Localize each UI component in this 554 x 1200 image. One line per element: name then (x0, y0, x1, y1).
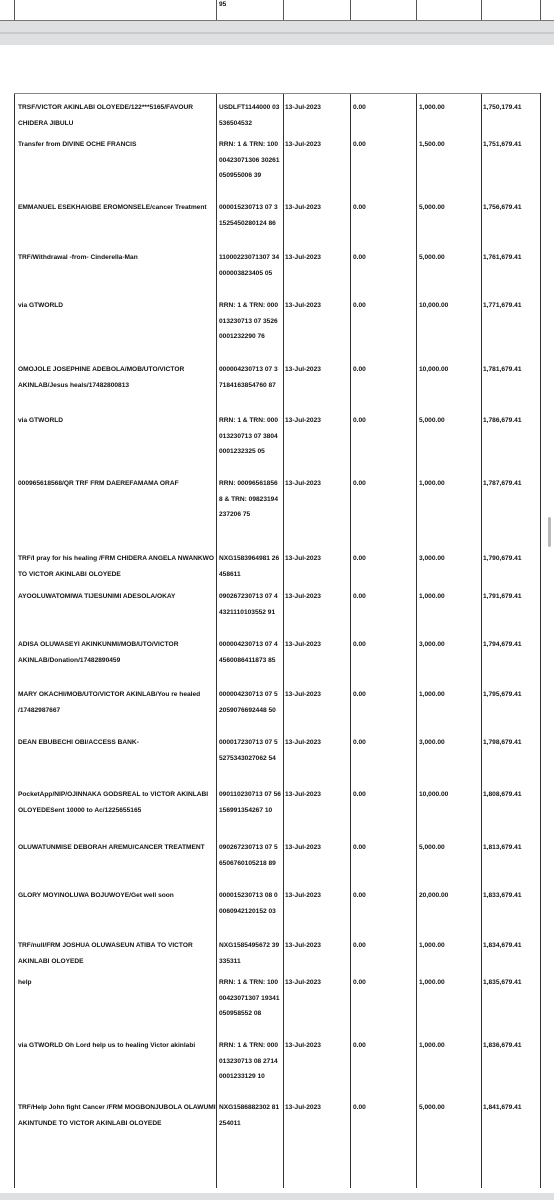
cell-desc: help (18, 979, 32, 986)
cell-ref: 000015230713 07 31525450280124 86 (219, 204, 278, 227)
cell-credit: 5,000.00 (419, 204, 445, 211)
cell-desc: TRSF/VICTOR AKINLABI OLOYEDE/122***5165/FAVOUR CHIDERA JIBULU (18, 104, 194, 127)
cell-ref: NXG1583964981 26458611 (219, 555, 280, 578)
cell-ref: 000015230713 08 00060942120152 03 (219, 892, 278, 915)
cell-date: 13-Jul-2023 (285, 254, 321, 261)
cell-debit: 0.00 (353, 791, 366, 798)
cell-debit: 0.00 (353, 942, 366, 949)
cell-balance: 1,761,679.41 (483, 254, 522, 261)
cell-ref: 000017230713 07 55275343027062 54 (219, 739, 278, 762)
cell-ref: 000004230713 07 52059076692448 50 (219, 691, 278, 714)
previous-page-fragment (0, 0, 554, 21)
cell-debit: 0.00 (353, 1104, 366, 1111)
scrollbar-thumb[interactable] (548, 517, 551, 547)
cell-date: 13-Jul-2023 (285, 942, 321, 949)
cell-credit: 1,000.00 (419, 480, 445, 487)
cell-ref: RRN: 1 & TRN: 000013230713 07 38040001232325 05 (219, 417, 278, 455)
cell-balance: 1,771,679.41 (483, 302, 522, 309)
cell-date: 13-Jul-2023 (285, 593, 321, 600)
cell-balance: 1,836,679.41 (483, 1042, 522, 1049)
cell-desc: EMMANUEL ESEKHAIGBE EROMONSELE/cancer Treatment (18, 204, 207, 211)
cell-desc: GLORY MOYINOLUWA BOJUWOYE/Get well soon (18, 892, 174, 899)
cell-debit: 0.00 (353, 104, 366, 111)
cell-balance: 1,781,679.41 (483, 366, 522, 373)
cell-debit: 0.00 (353, 979, 366, 986)
cell-ref: RRN: 1 & TRN: 10000423071307 19341050958552 08 (219, 979, 280, 1017)
cell-desc: TRF/null/FRM JOSHUA OLUWASEUN ATIBA TO VICTOR AKINLABI OLOYEDE (18, 942, 193, 965)
cell-ref: RRN: 000965618568 & TRN: 09823194237206 75 (219, 480, 279, 518)
cell-ref: 11000223071307 34000003823405 05 (219, 254, 280, 277)
cell-balance: 1,750,179.41 (483, 104, 522, 111)
cell-desc: TRF/I pray for his healing /FRM CHIDERA ANGELA NWANKWO TO VICTOR AKINLABI OLOYEDE (18, 555, 214, 578)
cell-balance: 1,751,679.41 (483, 141, 522, 148)
cell-ref: RRN: 1 & TRN: 10000423071306 30261050955006 39 (219, 141, 280, 179)
cell-balance: 1,798,679.41 (483, 739, 522, 746)
cell-desc: MARY OKACHI/MOB/UTO/VICTOR AKINLAB/You re healed /17482987667 (18, 691, 201, 714)
cell-date: 13-Jul-2023 (285, 366, 321, 373)
cell-credit: 1,000.00 (419, 104, 445, 111)
cell-ref: 000004230713 07 44560086411873 85 (219, 641, 278, 664)
column-divider (14, 93, 15, 1188)
table-top-border (14, 93, 540, 94)
cell-debit: 0.00 (353, 739, 366, 746)
cell-balance: 1,787,679.41 (483, 480, 522, 487)
cell-debit: 0.00 (353, 593, 366, 600)
cell-date: 13-Jul-2023 (285, 141, 321, 148)
cell-date: 13-Jul-2023 (285, 204, 321, 211)
column-divider (350, 0, 351, 20)
cell-desc: TRF/Help John fight Cancer /FRM MOGBONJUBOLA OLAWUMI AKINTUNDE TO VICTOR AKINLABI OLOYEDE (18, 1104, 216, 1127)
cell-ref: NXG1585495672 39335311 (219, 942, 280, 965)
cell-credit: 10,000.00 (419, 791, 449, 798)
cell-date: 13-Jul-2023 (285, 104, 321, 111)
cell-credit: 5,000.00 (419, 254, 445, 261)
page-break (0, 21, 554, 45)
cell-balance: 1,795,679.41 (483, 691, 522, 698)
cell-credit: 1,000.00 (419, 1042, 445, 1049)
cell-credit: 1,000.00 (419, 942, 445, 949)
cell-credit: 10,000.00 (419, 366, 449, 373)
column-divider (350, 93, 351, 1188)
column-divider (283, 93, 284, 1188)
cell-credit: 1,000.00 (419, 593, 445, 600)
cell-balance: 1,790,679.41 (483, 555, 522, 562)
cell-credit: 1,000.00 (419, 691, 445, 698)
column-divider (481, 93, 482, 1188)
cell-balance: 1,808,679.41 (483, 791, 522, 798)
cell-desc: via GTWORLD Oh Lord help us to healing Victor akinlabi (18, 1042, 196, 1049)
cell-balance: 1,756,679.41 (483, 204, 522, 211)
page-break-line (0, 32, 554, 34)
cell-credit: 3,000.00 (419, 555, 445, 562)
cell-debit: 0.00 (353, 366, 366, 373)
cell-credit: 5,000.00 (419, 1104, 445, 1111)
cell-date: 13-Jul-2023 (285, 641, 321, 648)
cell-debit: 0.00 (353, 141, 366, 148)
cell-debit: 0.00 (353, 302, 366, 309)
cell-desc: OLUWATUNMISE DEBORAH AREMU/CANCER TREATMENT (18, 844, 205, 851)
cell-balance: 1,794,679.41 (483, 641, 522, 648)
cell-date: 13-Jul-2023 (285, 739, 321, 746)
cell-balance: 1,841,679.41 (483, 1104, 522, 1111)
statement-page (0, 45, 554, 1200)
cell-debit: 0.00 (353, 417, 366, 424)
cell-debit: 0.00 (353, 254, 366, 261)
cell-desc: Transfer from DIVINE OCHE FRANCIS (18, 141, 137, 148)
cell-date: 13-Jul-2023 (285, 1104, 321, 1111)
cell-balance: 1,833,679.41 (483, 892, 522, 899)
column-divider (416, 93, 417, 1188)
column-divider (14, 0, 15, 20)
column-divider (216, 0, 217, 20)
cell-debit: 0.00 (353, 480, 366, 487)
cell-credit: 20,000.00 (419, 892, 449, 899)
cell-debit: 0.00 (353, 1042, 366, 1049)
cell-date: 13-Jul-2023 (285, 791, 321, 798)
column-divider (283, 0, 284, 20)
cell-balance: 1,813,679.41 (483, 844, 522, 851)
cell-credit: 3,000.00 (419, 641, 445, 648)
cell-date: 13-Jul-2023 (285, 892, 321, 899)
cell-desc: AYOOLUWATOMIWA TIJESUNIMI ADESOLA/OKAY (18, 593, 176, 600)
cell-ref: RRN: 1 & TRN: 000013230713 08 27140001233129 10 (219, 1042, 278, 1080)
column-divider (481, 0, 482, 20)
cell-debit: 0.00 (353, 204, 366, 211)
cell-balance: 1,834,679.41 (483, 942, 522, 949)
cell-desc: ADISA OLUWASEYI AKINKUNMI/MOB/UTO/VICTOR AKINLAB/Donation/17482890459 (18, 641, 179, 664)
cell-credit: 5,000.00 (419, 844, 445, 851)
cell-credit: 3,000.00 (419, 739, 445, 746)
cell-date: 13-Jul-2023 (285, 979, 321, 986)
cell-balance: 1,791,679.41 (483, 593, 522, 600)
cell-credit: 1,000.00 (419, 979, 445, 986)
cell-desc: PocketApp/NIP/OJINNAKA GODSREAL to VICTOR AKINLABI OLOYEDESent 10000 to Ac/1225655165 (18, 791, 209, 814)
cell-date: 13-Jul-2023 (285, 1042, 321, 1049)
column-divider (416, 0, 417, 20)
column-divider (540, 93, 541, 1188)
cell-desc: via GTWORLD (18, 302, 64, 309)
cell-ref: USDLFT1144000 03536504532 (219, 104, 280, 127)
cell-ref: 090110230713 07 56156991354267 10 (219, 791, 281, 814)
cell-desc: OMOJOLE JOSEPHINE ADEBOLA/MOB/UTO/VICTOR AKINLAB/Jesus heals/17482800813 (18, 366, 185, 389)
cell-balance: 1,835,679.41 (483, 979, 522, 986)
cell-debit: 0.00 (353, 892, 366, 899)
cell-debit: 0.00 (353, 641, 366, 648)
cell-desc: TRF/Withdrawal -from- Cinderella-Man (18, 254, 138, 261)
cell-credit: 1,500.00 (419, 141, 445, 148)
cell-date: 13-Jul-2023 (285, 302, 321, 309)
cell-ref: 090267230713 07 56506760105218 89 (219, 844, 278, 867)
cell-desc: via GTWORLD (18, 417, 64, 424)
cell-date: 13-Jul-2023 (285, 480, 321, 487)
cell-ref: 000004230713 07 37184163854760 87 (219, 366, 278, 389)
cell-credit: 5,000.00 (419, 417, 445, 424)
cell-desc: 000965618568/QR TRF FRM DAEREFAMAMA ORAF (18, 480, 179, 487)
cell-date: 13-Jul-2023 (285, 417, 321, 424)
reference-tail: 95 (219, 1, 227, 8)
cell-balance: 1,786,679.41 (483, 417, 522, 424)
cell-ref: NXG1586882302 81254011 (219, 1104, 280, 1127)
cell-desc: DEAN EBUBECHI OBI/ACCESS BANK- (18, 739, 139, 746)
cell-date: 13-Jul-2023 (285, 691, 321, 698)
column-divider (216, 93, 217, 1188)
cell-credit: 10,000.00 (419, 302, 449, 309)
cell-date: 13-Jul-2023 (285, 555, 321, 562)
cell-debit: 0.00 (353, 691, 366, 698)
cell-ref: 090267230713 07 44321110103552 91 (219, 593, 278, 616)
column-divider (540, 0, 541, 20)
page-bottom-edge (0, 1193, 554, 1200)
cell-ref: RRN: 1 & TRN: 000013230713 07 35260001232290 76 (219, 302, 278, 340)
cell-debit: 0.00 (353, 555, 366, 562)
cell-date: 13-Jul-2023 (285, 844, 321, 851)
cell-debit: 0.00 (353, 844, 366, 851)
